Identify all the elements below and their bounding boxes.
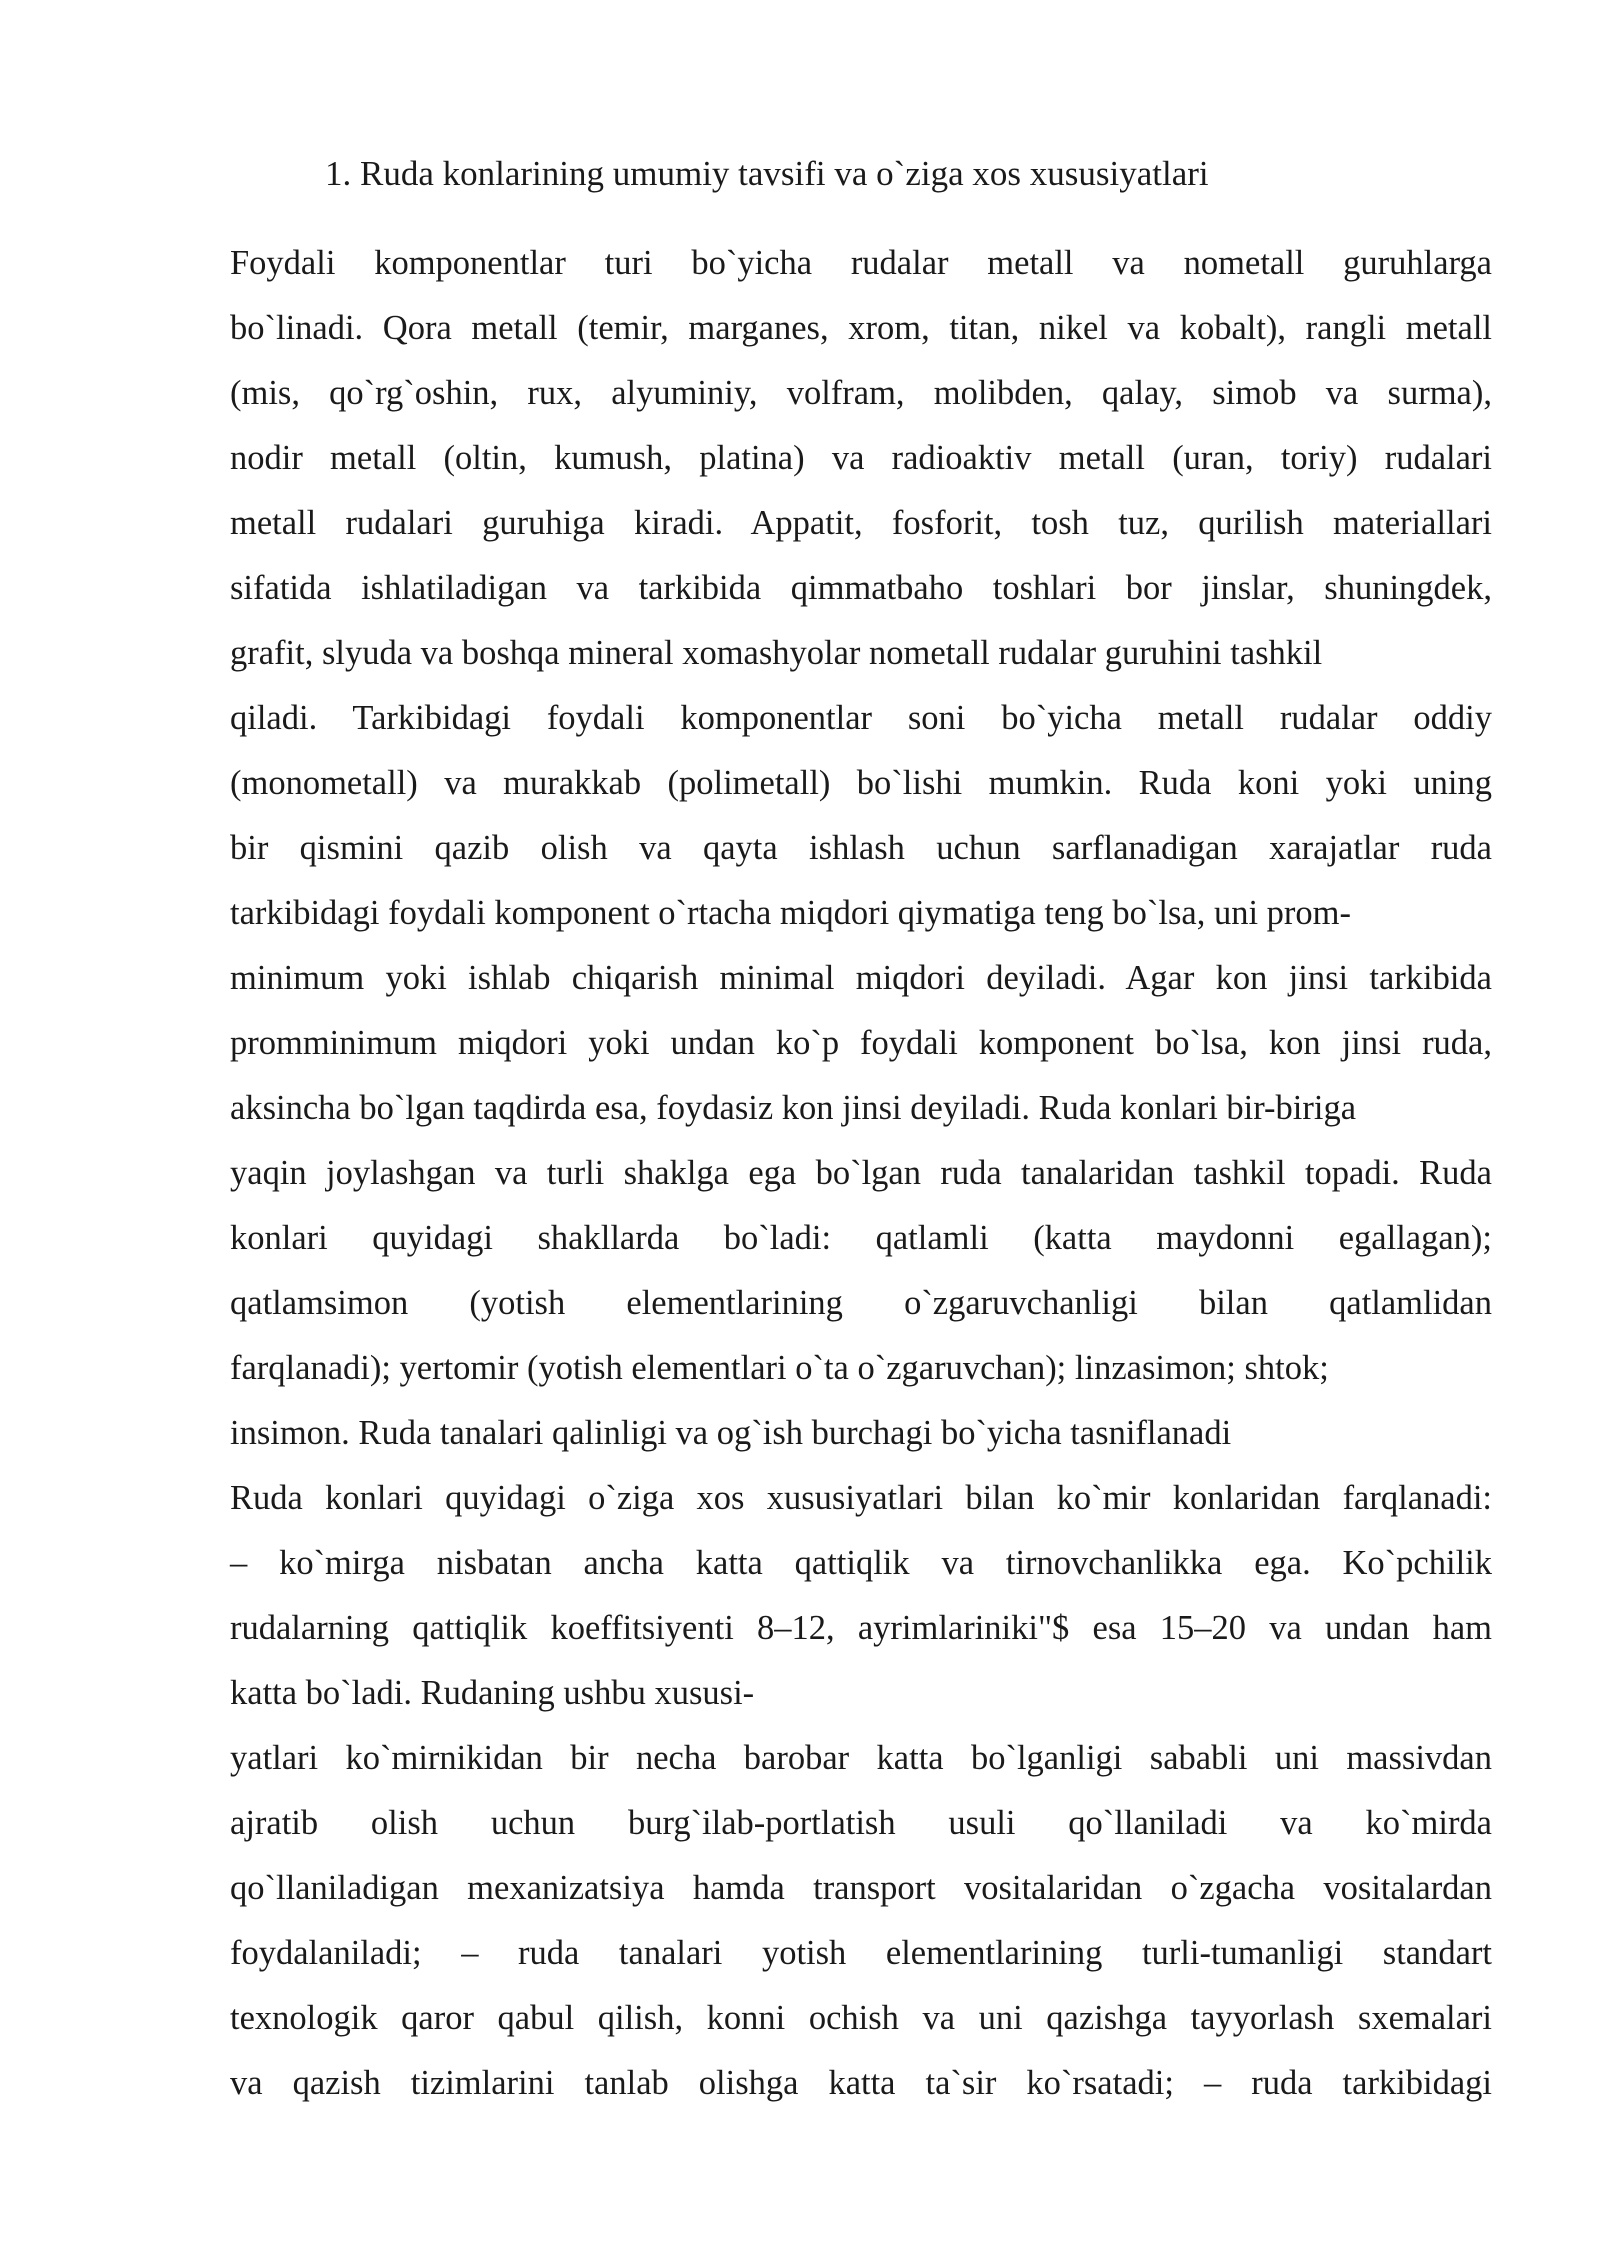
text-line: Ruda konlari quyidagi o`ziga xos xususiyatlari bilan ko`mir konlaridan farqlanadi: <box>230 1479 1492 1517</box>
text-line: insimon. Ruda tanalari qalinligi va og`ish burchagi bo`yicha tasniflanadi <box>230 1414 1232 1452</box>
text-line: – ko`mirga nisbatan ancha katta qattiqlik va tirnovchanlikka ega. Ko`pchilik <box>230 1544 1492 1582</box>
text-line: qiladi. Tarkibidagi foydali komponentlar soni bo`yicha metall rudalar oddiy <box>230 699 1492 737</box>
text-line: konlari quyidagi shakllarda bo`ladi: qatlamli (katta maydonni egallagan); <box>230 1219 1492 1257</box>
text-line: aksincha bo`lgan taqdirda esa, foydasiz kon jinsi deyiladi. Ruda konlari bir-biriga <box>230 1089 1357 1127</box>
text-line: qatlamsimon (yotish elementlarining o`zgaruvchanligi bilan qatlamlidan <box>230 1284 1492 1322</box>
text-line: metall rudalari guruhiga kiradi. Appatit, fosforit, tosh tuz, qurilish materiallari <box>230 504 1492 542</box>
text-line: promminimum miqdori yoki undan ko`p foydali komponent bo`lsa, kon jinsi ruda, <box>230 1024 1492 1062</box>
text-line: texnologik qaror qabul qilish, konni ochish va uni qazishga tayyorlash sxemalari <box>230 1999 1492 2037</box>
text-line: tarkibidagi foydali komponent o`rtacha miqdori qiymatiga teng bo`lsa, uni prom- <box>230 894 1351 932</box>
text-line: Foydali komponentlar turi bo`yicha rudalar metall va nometall guruhlarga <box>230 244 1492 282</box>
text-line: foydalaniladi; – ruda tanalari yotish elementlarining turli-tumanligi standart <box>230 1934 1492 1972</box>
text-line: minimum yoki ishlab chiqarish minimal miqdori deyiladi. Agar kon jinsi tarkibida <box>230 959 1492 997</box>
text-line: va qazish tizimlarini tanlab olishga katta ta`sir ko`rsatadi; – ruda tarkibidagi <box>230 2064 1492 2102</box>
body-text <box>230 235 1492 2120</box>
text-line: qo`llaniladigan mexanizatsiya hamda transport vositalaridan o`zgacha vositalardan <box>230 1869 1492 1907</box>
text-line: sifatida ishlatiladigan va tarkibida qimmatbaho toshlari bor jinslar, shuningdek, <box>230 569 1492 607</box>
text-line: (mis, qo`rg`oshin, rux, alyuminiy, volfram, molibden, qalay, simob va surma), <box>230 374 1492 412</box>
text-line: katta bo`ladi. Rudaning ushbu xususi- <box>230 1674 755 1712</box>
text-line: nodir metall (oltin, kumush, platina) va radioaktiv metall (uran, toriy) rudalari <box>230 439 1492 477</box>
text-line: yaqin joylashgan va turli shaklga ega bo`lgan ruda tanalaridan tashkil topadi. Ruda <box>230 1154 1492 1192</box>
text-line: rudalarning qattiqlik koeffitsiyenti 8–12, ayrimlariniki"$ esa 15–20 va undan ham <box>230 1609 1492 1647</box>
text-line: bir qismini qazib olish va qayta ishlash uchun sarflanadigan xarajatlar ruda <box>230 829 1492 867</box>
text-line: grafit, slyuda va boshqa mineral xomashyolar nometall rudalar guruhini tashkil <box>230 634 1323 672</box>
text-line: ajratib olish uchun burg`ilab-portlatish usuli qo`llaniladi va ko`mirda <box>230 1804 1492 1842</box>
section-heading: 1. Ruda konlarining umumiy tavsifi va o`ziga xos xususiyatlari <box>325 154 1209 193</box>
text-line: farqlanadi); yertomir (yotish elementlari o`ta o`zgaruvchan); linzasimon; shtok; <box>230 1349 1329 1387</box>
text-line: yatlari ko`mirnikidan bir necha barobar katta bo`lganligi sababli uni massivdan <box>230 1739 1492 1777</box>
text-line: bo`linadi. Qora metall (temir, marganes, xrom, titan, nikel va kobalt), rangli metall <box>230 309 1492 347</box>
text-line: (monometall) va murakkab (polimetall) bo`lishi mumkin. Ruda koni yoki uning <box>230 764 1492 802</box>
